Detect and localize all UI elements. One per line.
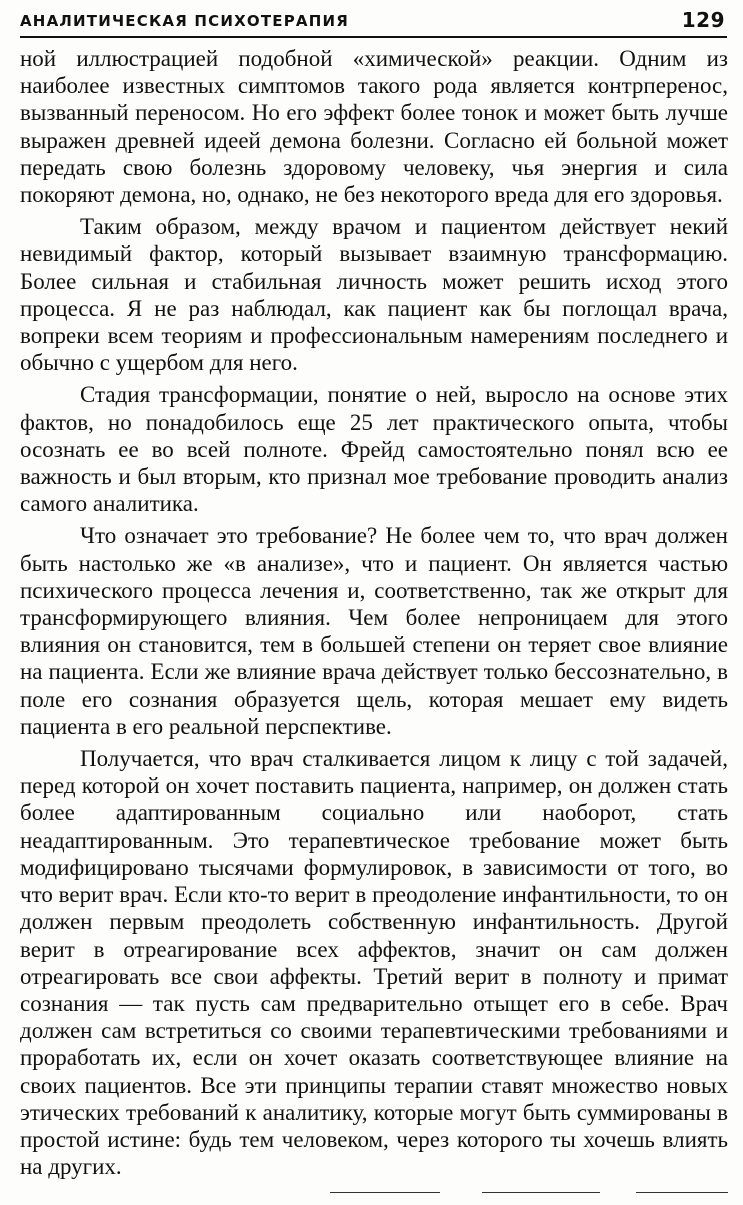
paragraph: Что означает это требование? Не более чем то, что врач должен быть настолько же «в анализе», что и пациент. Он является частью психического процесса лечения и, соответственно, так же открыт для трансформирующего влияния. Чем более непроницаем для этого влияния он становится, тем в большей степени он теряет свое влияние на пациента. Если же влияние врача действует только бессознательно, в поле его сознания образуется щель, которая мешает ему видеть пациента в его реальной перспективе. bbox=[20, 523, 728, 739]
paragraph: Получается, что врач сталкивается лицом к лицу с той задачей, перед которой он хочет поставить пациента, например, он должен стать более адаптированным социально или наоборот, стать неадаптированным. Это терапевтическое требование может быть модифицировано тысячами формулировок, в зависимости от того, во что верит врач. Если кто-то верит в преодоление инфантильности, то он должен первым преодолеть собственную инфантильность. Другой верит в отреагирование всех аффектов, значит он сам должен отреагировать все свои аффекты. Третий верит в полноту и примат сознания — так пусть сам предварительно отыщет его в себе. Врач должен сам встретиться со своими терапевтическими требованиями и проработать их, если он хочет оказать соответствующее влияние на своих пациентов. Все эти принципы терапии ставят множество новых этических требований к аналитику, которые могут быть суммированы в простой истине: будь тем человеком, через которого ты хочешь влиять на других. bbox=[20, 746, 728, 1180]
body-text bbox=[20, 45, 728, 1185]
running-header bbox=[20, 6, 727, 38]
paragraph: Стадия трансформации, понятие о ней, выросло на основе этих фактов, но понадобилось еще 25 лет практического опыта, чтобы осознать ее во всей полноте. Фрейд самостоятельно понял всю ее важность и был вторым, кто признал мое требование проводить анализ самого аналитика. bbox=[20, 382, 728, 517]
running-title: АНАЛИТИЧЕСКАЯ ПСИХОТЕРАПИЯ bbox=[20, 12, 349, 30]
paragraph-continued: ной иллюстрацией подобной «химической» реакции. Одним из наиболее известных симптомов такого рода является контрперенос, вызванный переносом. Но его эффект более тонок и может быть лучше выражен древней идеей демона болезни. Согласно ей больной может передать свою болезнь здоровому человеку, чья энергия и сила покоряют демона, но, однако, не без некоторого вреда для его здоровья. bbox=[20, 46, 728, 208]
end-rule-segment bbox=[482, 1192, 600, 1193]
end-rule-segment bbox=[330, 1192, 440, 1193]
end-rule-segment bbox=[636, 1192, 728, 1193]
paragraph: Таким образом, между врачом и пациентом действует некий невидимый фактор, который вызывает взаимную трансформацию. Более сильная и стабильная личность может решить исход этого процесса. Я не раз наблюдал, как пациент как бы поглощал врача, вопреки всем теориям и профессиональным намерениям последнего и обычно с ущербом для него. bbox=[20, 214, 728, 376]
page-number: 129 bbox=[681, 8, 725, 32]
